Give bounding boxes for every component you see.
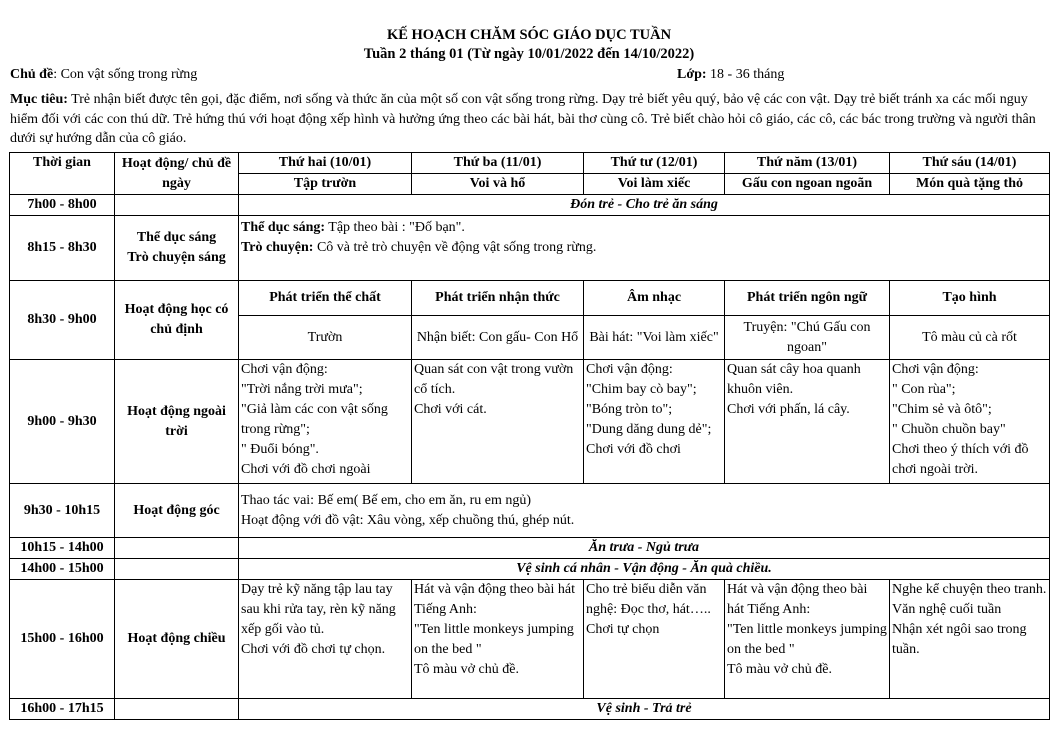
cell-line: Thao tác vai: Bế em( Bế em, cho em ăn, ru em ngủ) — [241, 492, 532, 508]
afternoon-cell — [890, 580, 1050, 699]
cell-line: Hoạt động với đồ vật: Xâu vòng, xếp chuồng thú, ghép nút. — [241, 512, 575, 528]
cell-line: Dạy trẻ kỹ năng tập lau tay sau khi rửa tay, rèn kỹ năng xếp gối vào tủ. — [241, 582, 396, 637]
corner-activities — [239, 484, 1050, 538]
outdoor-cell — [890, 360, 1050, 484]
cell-line: Văn nghệ cuối tuần — [892, 602, 1002, 617]
activity-cell — [115, 195, 239, 216]
class-value: 18 - 36 tháng — [706, 67, 785, 82]
schedule-table — [9, 152, 1050, 720]
cell-line: Quan sát con vật trong vườn cổ tích. — [414, 362, 574, 397]
subject-cell: Âm nhạc — [584, 281, 725, 316]
header-activity: Hoạt động/ chủ đề ngày — [115, 153, 239, 195]
document-subtitle: Tuần 2 tháng 01 (Từ ngày 10/01/2022 đến 14/10/2022) — [363, 46, 695, 62]
activity-cell: Hoạt động ngoài trời — [115, 360, 239, 484]
morning-activities — [239, 216, 1050, 281]
cell-line: "Ten little monkeys jumping on the bed " — [414, 622, 574, 657]
goals-paragraph — [10, 90, 1040, 149]
time-cell: 7h00 - 8h00 — [10, 195, 115, 216]
day-topic-thu: Gấu con ngoan ngoãn — [725, 174, 890, 195]
day-topic-fri: Món quà tặng thỏ — [890, 174, 1050, 195]
subject-cell: Phát triển thể chất — [239, 281, 412, 316]
cell-line: Tô màu vở chủ đề. — [727, 662, 832, 677]
cell-line: Tô màu vở chủ đề. — [414, 662, 519, 677]
subject-cell: Phát triển nhận thức — [412, 281, 584, 316]
header-day-thu: Thứ năm (13/01) — [725, 153, 890, 174]
merged-activity: Ăn trưa - Ngủ trưa — [239, 538, 1050, 559]
topic-value: : Con vật sống trong rừng — [53, 67, 198, 82]
lesson-cell: Truyện: "Chú Gấu con ngoan" — [725, 316, 890, 360]
outdoor-cell — [239, 360, 412, 484]
cell-line: " Đuổi bóng". — [241, 442, 319, 457]
outdoor-cell — [584, 360, 725, 484]
activity-cell: Hoạt động góc — [115, 484, 239, 538]
cell-line: " Chuồn chuồn bay" — [892, 422, 1006, 437]
exercise-text: Tập theo bài : "Đố bạn". — [325, 220, 465, 235]
exercise-line — [241, 218, 1047, 238]
afternoon-cell — [725, 580, 890, 699]
talk-label: Trò chuyện: — [241, 240, 314, 255]
merged-activity: Đón trẻ - Cho trẻ ăn sáng — [239, 195, 1050, 216]
activity-cell — [115, 699, 239, 720]
time-cell: 9h00 - 9h30 — [10, 360, 115, 484]
goal-label: Mục tiêu: — [10, 92, 68, 107]
outdoor-cell — [725, 360, 890, 484]
cell-line: "Ten little monkeys jumping on the bed " — [727, 622, 887, 657]
cell-line: Quan sát cây hoa quanh khuôn viên. — [727, 362, 861, 397]
time-cell: 8h30 - 9h00 — [10, 281, 115, 360]
topic-label: Chủ đề — [10, 67, 54, 82]
goal-text: Trẻ nhận biết được tên gọi, đặc điểm, nơi sống và thức ăn của một số con vật sống trong rừng. Dạy trẻ biết yêu quý, bảo vệ các con vật. Dạy trẻ biết tránh xa các mối nguy hiểm đối với các con thú dữ. Trẻ hứng thú với hoạt động xếp hình và hưởng ứng theo các bài hát, bài thơ cùng cô. Trẻ biết chào hỏi cô giáo, các cô, các bác trong trường và người thân dưới sự hướng dẫn của cô giáo. — [10, 92, 1036, 146]
activity-cell: Hoạt động chiều — [115, 580, 239, 699]
subject-cell: Tạo hình — [890, 281, 1050, 316]
activity-line: Thể dục sáng — [136, 230, 217, 245]
afternoon-cell — [584, 580, 725, 699]
subject-cell: Phát triển ngôn ngữ — [725, 281, 890, 316]
lesson-cell: Trườn — [239, 316, 412, 360]
cell-line: Nhận xét ngôi sao trong tuần. — [892, 622, 1027, 657]
activity-cell — [115, 216, 239, 281]
cell-line: "Bóng tròn to"; — [586, 402, 673, 417]
time-cell: 10h15 - 14h00 — [10, 538, 115, 559]
cell-line: " Con rùa"; — [892, 382, 956, 397]
lesson-cell: Nhận biết: Con gấu- Con Hổ — [412, 316, 584, 360]
merged-activity: Vệ sinh - Trả trẻ — [239, 699, 1050, 720]
cell-line: Chơi với phấn, lá cây. — [727, 402, 850, 417]
cell-line: Chơi vận động: — [241, 362, 328, 377]
header-day-tue: Thứ ba (11/01) — [412, 153, 584, 174]
header-time: Thời gian — [10, 153, 115, 195]
cell-line: "Giả làm các con vật sống trong rừng"; — [241, 402, 388, 437]
class-label: Lớp: — [677, 67, 707, 82]
exercise-label: Thể dục sáng: — [241, 220, 326, 235]
merged-activity: Vệ sinh cá nhân - Vận động - Ăn quà chiều. — [239, 559, 1050, 580]
cell-line: Chơi với cát. — [414, 402, 487, 417]
cell-line: "Trời nắng trời mưa"; — [241, 382, 363, 397]
talk-line — [241, 238, 1047, 258]
time-cell: 16h00 - 17h15 — [10, 699, 115, 720]
cell-line: Chơi với đồ chơi — [586, 442, 681, 457]
cell-line: Hát và vận động theo bài hát Tiếng Anh: — [727, 582, 868, 617]
day-topic-mon: Tập trườn — [239, 174, 412, 195]
activity-cell: Hoạt động học có chủ định — [115, 281, 239, 360]
talk-text: Cô và trẻ trò chuyện về động vật sống trong rừng. — [313, 240, 597, 255]
day-topic-wed: Voi làm xiếc — [584, 174, 725, 195]
time-cell: 8h15 - 8h30 — [10, 216, 115, 281]
cell-line: Nghe kể chuyện theo tranh. — [892, 582, 1047, 597]
cell-line: Chơi tự chọn — [586, 622, 660, 637]
lesson-cell: Tô màu củ cà rốt — [890, 316, 1050, 360]
topic-line — [10, 67, 197, 83]
afternoon-cell — [239, 580, 412, 699]
outdoor-cell — [412, 360, 584, 484]
lesson-cell: Bài hát: "Voi làm xiếc" — [584, 316, 725, 360]
cell-line: Chơi với đồ chơi ngoài — [241, 462, 371, 477]
cell-line: "Dung dăng dung dẻ"; — [586, 422, 712, 437]
cell-line: Chơi với đồ chơi tự chọn. — [241, 642, 386, 657]
cell-line: Chơi vận động: — [892, 362, 979, 377]
cell-line: Cho trẻ biểu diễn văn nghệ: Đọc thơ, hát….. — [586, 582, 711, 617]
class-line — [677, 67, 784, 83]
cell-line: Chơi vận động: — [586, 362, 673, 377]
activity-line: Trò chuyện sáng — [127, 250, 226, 265]
afternoon-cell — [412, 580, 584, 699]
time-cell: 9h30 - 10h15 — [10, 484, 115, 538]
activity-cell — [115, 538, 239, 559]
activity-cell — [115, 559, 239, 580]
cell-line: Chơi theo ý thích với đồ chơi ngoài trời. — [892, 442, 1029, 477]
header-day-fri: Thứ sáu (14/01) — [890, 153, 1050, 174]
cell-line: "Chim bay cò bay"; — [586, 382, 697, 397]
document-title: KẾ HOẠCH CHĂM SÓC GIÁO DỤC TUẦN — [386, 27, 672, 43]
time-cell: 14h00 - 15h00 — [10, 559, 115, 580]
header-day-wed: Thứ tư (12/01) — [584, 153, 725, 174]
cell-line: Hát và vận động theo bài hát Tiếng Anh: — [414, 582, 575, 617]
time-cell: 15h00 - 16h00 — [10, 580, 115, 699]
header-day-mon: Thứ hai (10/01) — [239, 153, 412, 174]
cell-line: "Chim sẻ và ôtô"; — [892, 402, 992, 417]
day-topic-tue: Voi và hổ — [412, 174, 584, 195]
